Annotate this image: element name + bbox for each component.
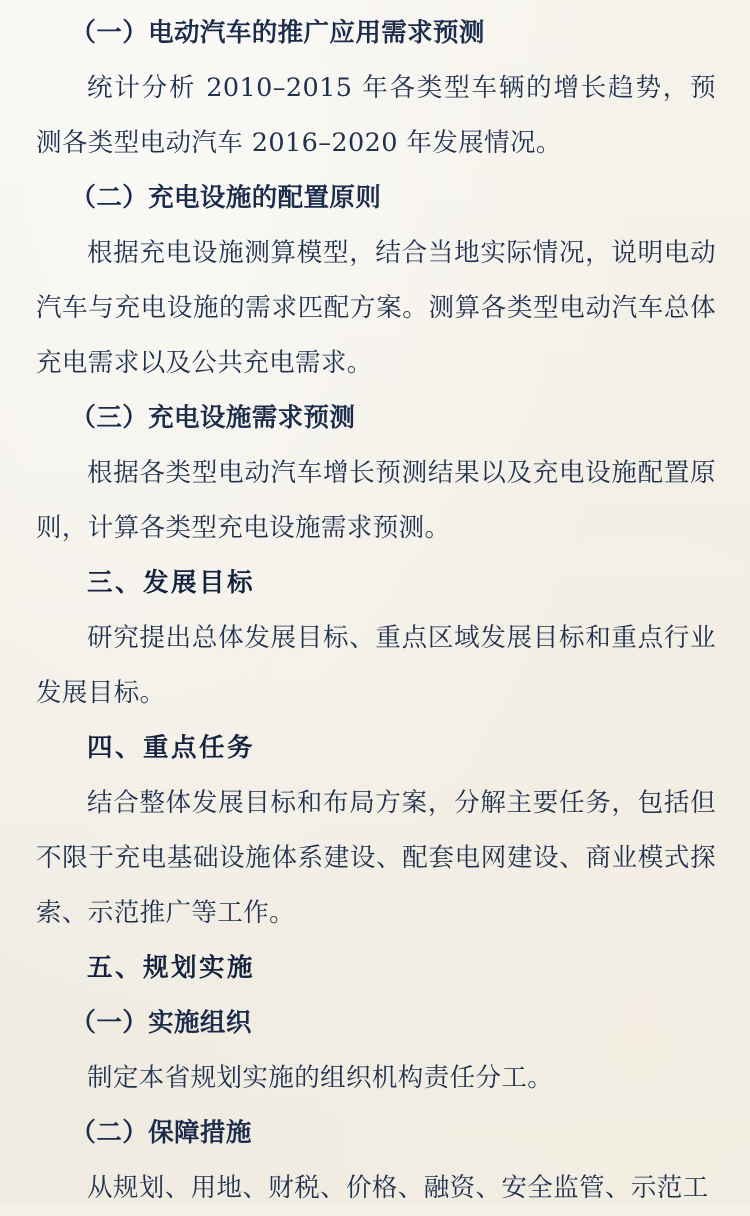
section-2-paragraph: 根据充电设施测算模型，结合当地实际情况，说明电动汽车与充电设施的需求匹配方案。测算各类型电动汽车总体充电需求以及公共充电需求。 (36, 238, 716, 378)
section-3-paragraph: 根据各类型电动汽车增长预测结果以及充电设施配置原则，计算各类型充电设施需求预测。 (36, 458, 716, 543)
section-2-heading: （二）充电设施的配置原则 (70, 183, 382, 213)
section-1-paragraph: 统计分析 2010–2015 年各类型车辆的增长趋势，预测各类型电动汽车 2016–2020 年发展情况。 (36, 73, 716, 158)
section-3-heading: （三）充电设施需求预测 (70, 403, 356, 433)
chapter-5-heading: 五、规划实施 (87, 953, 256, 983)
chapter-4-heading: 四、重点任务 (87, 733, 256, 763)
chapter-4-paragraph: 结合整体发展目标和布局方案，分解主要任务，包括但不限于充电基础设施体系建设、配套电网建设、商业模式探索、示范推广等工作。 (36, 788, 716, 928)
chapter-5-section-1-heading: （一）实施组织 (70, 1008, 252, 1038)
chapter-3-paragraph: 研究提出总体发展目标、重点区域发展目标和重点行业发展目标。 (36, 623, 716, 708)
chapter-5-section-2-heading: （二）保障措施 (70, 1118, 252, 1148)
section-1-heading: （一）电动汽车的推广应用需求预测 (70, 18, 485, 48)
chapter-5-section-2-paragraph: 从规划、用地、财税、价格、融资、安全监管、示范工 (87, 1173, 709, 1203)
chapter-5-section-1-paragraph: 制定本省规划实施的组织机构责任分工。 (87, 1063, 554, 1093)
document-body (36, 0, 716, 1216)
chapter-3-heading: 三、发展目标 (87, 568, 256, 598)
